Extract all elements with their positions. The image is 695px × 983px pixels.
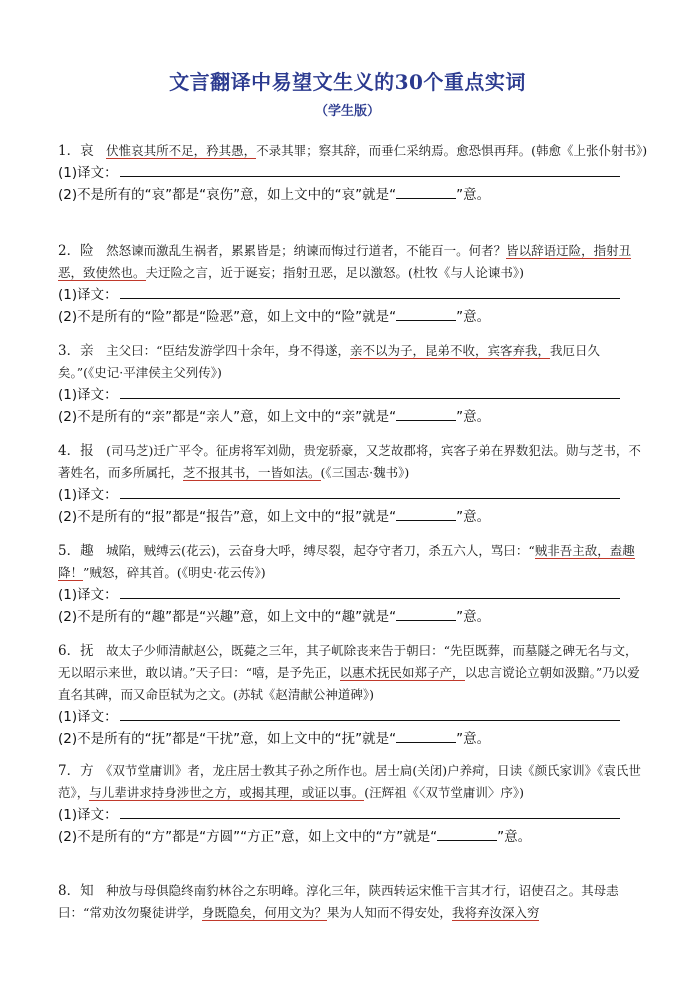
- meaning-prefix: (2)不是所有的: [58, 609, 145, 625]
- translation-blank[interactable]: [120, 484, 620, 499]
- meaning-text: 就是: [362, 309, 390, 325]
- translation-blank[interactable]: [120, 804, 620, 819]
- question-passage: [58, 340, 648, 384]
- meaning-text: 意，如上文中的: [281, 829, 376, 845]
- meaning-text: 意，如上文中的: [240, 309, 335, 325]
- underlined-sentence: 身既隐矣，何用文为？: [201, 905, 327, 920]
- meaning-prefix: (2)不是所有的: [58, 187, 145, 203]
- meaning-blank[interactable]: [437, 826, 497, 841]
- translation-line: [58, 804, 648, 826]
- meaning-suffix: 意。: [463, 731, 491, 747]
- question-item: [58, 880, 648, 924]
- translation-label: (1)译文：: [58, 487, 118, 503]
- meaning-suffix: 意。: [504, 829, 532, 845]
- question-passage: [58, 240, 648, 284]
- question-number: 8．: [58, 883, 81, 899]
- meaning-text: 意，如上文中的: [240, 731, 335, 747]
- meaning-text: 就是: [362, 187, 390, 203]
- key-word-quote: “方”: [375, 829, 404, 845]
- key-word-quote: “哀”: [144, 187, 173, 203]
- question-item: [58, 140, 648, 206]
- meaning-text: 就是: [403, 829, 431, 845]
- common-sense-quote: “兴趣”: [199, 609, 241, 625]
- translation-line: [58, 484, 648, 506]
- meaning-text: 意，如上文中的: [240, 609, 335, 625]
- key-word-quote: “抚”: [144, 731, 173, 747]
- question-item: [58, 760, 648, 848]
- meaning-text: 就是: [362, 409, 390, 425]
- meaning-blank[interactable]: [396, 506, 456, 521]
- translation-line: [58, 284, 648, 306]
- underlined-sentence: 以惠术抚民如郑子产，: [339, 665, 465, 680]
- key-word-quote: “趣”: [334, 609, 363, 625]
- question-passage: [58, 880, 648, 924]
- meaning-text: 意，如上文中的: [240, 509, 335, 525]
- meaning-question-line: (2)不是所有的“趣”都是“兴趣”意，如上文中的“趣”就是“ ”意。: [58, 606, 648, 628]
- question-item: [58, 540, 648, 628]
- meaning-text: 都是: [172, 609, 200, 625]
- meaning-suffix: 意。: [463, 509, 491, 525]
- translation-label: (1)译文：: [58, 287, 118, 303]
- meaning-blank[interactable]: [396, 184, 456, 199]
- underlined-sentence: 皆以辞语迂险，指射丑恶，致使然也。: [58, 243, 632, 280]
- underlined-sentence: 亲不以为子，昆弟不收，宾客弃我，: [350, 343, 551, 358]
- meaning-question-line: (2)不是所有的“方”都是“方圆”“方正”意，如上文中的“方”就是“ ”意。: [58, 826, 648, 848]
- meaning-text: 就是: [362, 509, 390, 525]
- key-word: 亲: [80, 343, 94, 359]
- passage-text: 不录其罪；察其辞，而垂仁采纳焉。愈恐惧再拜。(韩愈《上张仆射书》): [256, 143, 648, 158]
- passage-text: 然怒谏而激乱生祸者，累累皆是；纳谏而悔过行道者，不能百一。何者？: [106, 243, 507, 258]
- key-word-quote: “趣”: [144, 609, 173, 625]
- passage-text: 以忠言谠论立朝如汲黯。”乃以爱直名其碑，而又命臣轼为之文。(苏轼《赵清献公神道碑》): [58, 665, 640, 702]
- question-number: 6．: [58, 643, 81, 659]
- key-word: 方: [80, 763, 94, 779]
- meaning-question-line: (2)不是所有的“亲”都是“亲人”意，如上文中的“亲”就是“ ”意。: [58, 406, 648, 428]
- key-word: 险: [80, 243, 94, 259]
- key-word-quote: “险”: [144, 309, 173, 325]
- translation-blank[interactable]: [120, 706, 620, 721]
- passage-text: 《双节堂庸训》者，龙庄居士教其子孙之所作也。居士扃(关闭)户养疴，日读《颜氏家训》《袁氏世范》，: [58, 763, 641, 800]
- translation-label: (1)译文：: [58, 587, 118, 603]
- page-subtitle: （学生版）: [314, 104, 380, 119]
- underlined-sentence: 芝不报其书，一皆如法。: [183, 465, 321, 480]
- passage-text: 夫迂险之言，近于诞妄；指射丑恶，足以激怒。(杜牧《与人论谏书》): [145, 265, 525, 280]
- meaning-prefix: (2)不是所有的: [58, 309, 145, 325]
- meaning-prefix: (2)不是所有的: [58, 509, 145, 525]
- meaning-text: 都是: [172, 309, 200, 325]
- meaning-text: 都是: [172, 731, 200, 747]
- translation-line: [58, 584, 648, 606]
- meaning-blank[interactable]: [396, 406, 456, 421]
- question-number: 5．: [58, 543, 81, 559]
- meaning-text: 就是: [362, 731, 390, 747]
- page-title: 文言翻译中易望文生义的30个重点实词: [169, 70, 526, 94]
- common-sense-quote: “险恶”: [199, 309, 241, 325]
- passage-text: 主父曰：“臣结发游学四十余年，身不得遂，: [106, 343, 351, 358]
- underlined-sentence: 贼非吾主敌，盍趣降！: [58, 543, 635, 580]
- meaning-question-line: (2)不是所有的“报”都是“报告”意，如上文中的“报”就是“ ”意。: [58, 506, 648, 528]
- meaning-question-line: (2)不是所有的“险”都是“险恶”意，如上文中的“险”就是“ ”意。: [58, 306, 648, 328]
- translation-label: (1)译文：: [58, 709, 118, 725]
- translation-blank[interactable]: [120, 284, 620, 299]
- meaning-text: 意，如上文中的: [240, 409, 335, 425]
- meaning-text: 都是: [172, 409, 200, 425]
- meaning-text: 就是: [362, 609, 390, 625]
- underlined-sentence: 我将弃汝深入穷: [451, 905, 540, 920]
- passage-text: ”贼怒，碎其首。(《明史·花云传》): [83, 565, 266, 580]
- translation-line: [58, 162, 648, 184]
- key-word-quote: “亲”: [144, 409, 173, 425]
- passage-text: (司马芝)迁广平令。征虏将军刘勋，贵宠骄豪，又芝故郡将，宾客子弟在界数犯法。勋与芝书，不著姓名，而多所属托，: [58, 443, 641, 480]
- question-passage: [58, 140, 648, 162]
- meaning-text: 都是: [172, 187, 200, 203]
- meaning-blank[interactable]: [396, 728, 456, 743]
- translation-label: (1)译文：: [58, 387, 118, 403]
- translation-label: (1)译文：: [58, 807, 118, 823]
- underlined-sentence: 伏惟哀其所不足，矜其愚，: [106, 143, 257, 158]
- passage-text: 城陷，贼缚云(花云)，云奋身大呼，缚尽裂，起夺守者刀，杀五六人，骂曰：“: [106, 543, 535, 558]
- common-sense-quote: “报告”: [199, 509, 241, 525]
- key-word: 抚: [80, 643, 94, 659]
- passage-text: 果为人知而不得安处，: [326, 905, 452, 920]
- key-word-quote: “方”: [144, 829, 173, 845]
- key-word-quote: “报”: [334, 509, 363, 525]
- question-number: 7．: [58, 763, 81, 779]
- passage-text: 我厄日久矣。”(《史记·平津侯主父列传》): [58, 343, 601, 380]
- meaning-prefix: (2)不是所有的: [58, 829, 145, 845]
- question-passage: [58, 540, 648, 584]
- question-number: 1．: [58, 143, 81, 159]
- key-word-quote: “报”: [144, 509, 173, 525]
- underlined-sentence: 与儿辈讲求持身涉世之方，或揭其理，或证以事。: [89, 785, 365, 800]
- passage-text: 故太子少师清献赵公，既薨之三年，其子屼除丧来告于朝曰：“先臣既葬，而墓隧之碑无名与文，无以昭示来世，敢以请。”天子曰：“嘻，是予先正，: [58, 643, 638, 680]
- common-sense-quote: “哀伤”: [199, 187, 241, 203]
- question-passage: [58, 640, 648, 706]
- key-word: 趣: [80, 543, 94, 559]
- meaning-prefix: (2)不是所有的: [58, 731, 145, 747]
- passage-text: (汪辉祖《〈双节堂庸训〉序》): [364, 785, 525, 800]
- question-number: 2．: [58, 243, 81, 259]
- key-word-quote: “哀”: [334, 187, 363, 203]
- question-number: 3．: [58, 343, 81, 359]
- key-word: 知: [80, 883, 94, 899]
- key-word: 哀: [80, 143, 94, 159]
- translation-line: [58, 384, 648, 406]
- question-item: [58, 240, 648, 328]
- question-passage: [58, 760, 648, 804]
- question-number: 4．: [58, 443, 81, 459]
- meaning-suffix: 意。: [463, 309, 491, 325]
- question-passage: [58, 440, 648, 484]
- meaning-text: 意，如上文中的: [240, 187, 335, 203]
- passage-text: 种放与母俱隐终南豹林谷之东明峰。淳化三年，陕西转运宋惟干言其才行，诏使召之。其母恚曰：“常劝汝勿聚徒讲学，: [58, 883, 619, 920]
- meaning-text: 都是: [172, 829, 200, 845]
- question-item: [58, 640, 648, 750]
- translation-line: [58, 706, 648, 728]
- passage-text: (《三国志·魏书》): [320, 465, 410, 480]
- meaning-blank[interactable]: [396, 606, 456, 621]
- key-word-quote: “险”: [334, 309, 363, 325]
- meaning-suffix: 意。: [463, 609, 491, 625]
- translation-label: (1)译文：: [58, 165, 118, 181]
- meaning-suffix: 意。: [463, 409, 491, 425]
- key-word-quote: “亲”: [334, 409, 363, 425]
- translation-blank[interactable]: [120, 162, 620, 177]
- question-item: [58, 340, 648, 428]
- meaning-suffix: 意。: [463, 187, 491, 203]
- meaning-blank[interactable]: [396, 306, 456, 321]
- translation-blank[interactable]: [120, 384, 620, 399]
- translation-blank[interactable]: [120, 584, 620, 599]
- meaning-text: 都是: [172, 509, 200, 525]
- common-sense-quote: “方圆”“方正”: [199, 829, 282, 845]
- common-sense-quote: “亲人”: [199, 409, 241, 425]
- meaning-question-line: (2)不是所有的“抚”都是“干扰”意，如上文中的“抚”就是“ ”意。: [58, 728, 648, 750]
- key-word: 报: [80, 443, 94, 459]
- question-item: [58, 440, 648, 528]
- common-sense-quote: “干扰”: [199, 731, 241, 747]
- meaning-prefix: (2)不是所有的: [58, 409, 145, 425]
- key-word-quote: “抚”: [334, 731, 363, 747]
- meaning-question-line: (2)不是所有的“哀”都是“哀伤”意，如上文中的“哀”就是“ ”意。: [58, 184, 648, 206]
